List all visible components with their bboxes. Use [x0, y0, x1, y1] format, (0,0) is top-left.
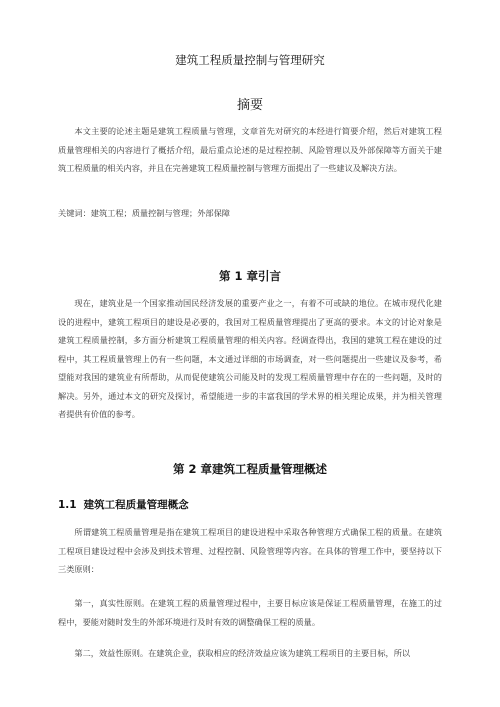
document-title: 建筑工程质量控制与管理研究: [175, 53, 325, 67]
abstract-heading: 摘要: [236, 98, 263, 113]
keywords-line: 关键词：建筑工程；质量控制与管理；外部保障: [58, 208, 230, 218]
chapter-1-heading: 第 1 章引言: [218, 269, 281, 283]
chapter-2-heading: 第 2 章建筑工程质量管理概述: [172, 462, 327, 476]
section-1-1-heading: [58, 497, 189, 512]
abstract-paragraph: 本文主要的论述主题是建筑工程质量与管理，文章首先对研究的本经进行简要介绍，然后对建筑工程质量管理相关的内容进行了概括介绍，最后重点论述的是过程控制、风险管理以及外部保障等方面关于建筑工程质量的相关内容，并且在完善建筑工程质量控制与管理方面提出了一些建议及解决方法。: [58, 126, 442, 173]
section-1-1-paragraph-3: 第二，效益性原则。在建筑企业，获取相应的经济效益应该为建筑工程项目的主要目标，所以: [74, 648, 411, 658]
section-1-1-paragraph-2: 第一，真实性原则。在建筑工程的质量管理过程中，主要目标应该是保证工程质量管理，在施工的过程中，要能对随时发生的外部环境进行及时有效的调整确保工程的质量。: [58, 598, 442, 627]
chapter-1-paragraph: 现在，建筑业是一个国家推动国民经济发展的重要产业之一，有着不可或缺的地位。在城市现代化建设的进程中，建筑工程项目的建设是必要的，我国对工程质量管理提出了更高的要求。本文的讨论对象是建筑工程质量控制，多方面分析建筑工程质量管理的相关内容。经调查得出，我国的建筑工程在建设的过程中，其工程质量管理上仍有一些问题，本文通过详细的市场调查，对一些问题提出一些建议及参考，希望能对我国的建筑业有所帮助，从而促使建筑公司能及时的发现工程质量管理中存在的一些问题，及时的解决。另外，通过本文的研究及探讨，希望能进一步的丰富我国的学术界的相关理论成果，并为相关管理者提供有价值的参考。: [58, 298, 442, 419]
section-number: 1.1: [58, 499, 77, 511]
section-1-1-paragraph-1: 所谓建筑工程质量管理是指在建筑工程项目的建设进程中采取各种管理方式确保工程的质量。在建筑工程项目建设过程中会涉及到技术管理、过程控制、风险管理等内容。在具体的管理工作中，要坚持以下三类原则：: [58, 527, 442, 574]
section-title: 建筑工程质量管理概念: [83, 499, 189, 511]
